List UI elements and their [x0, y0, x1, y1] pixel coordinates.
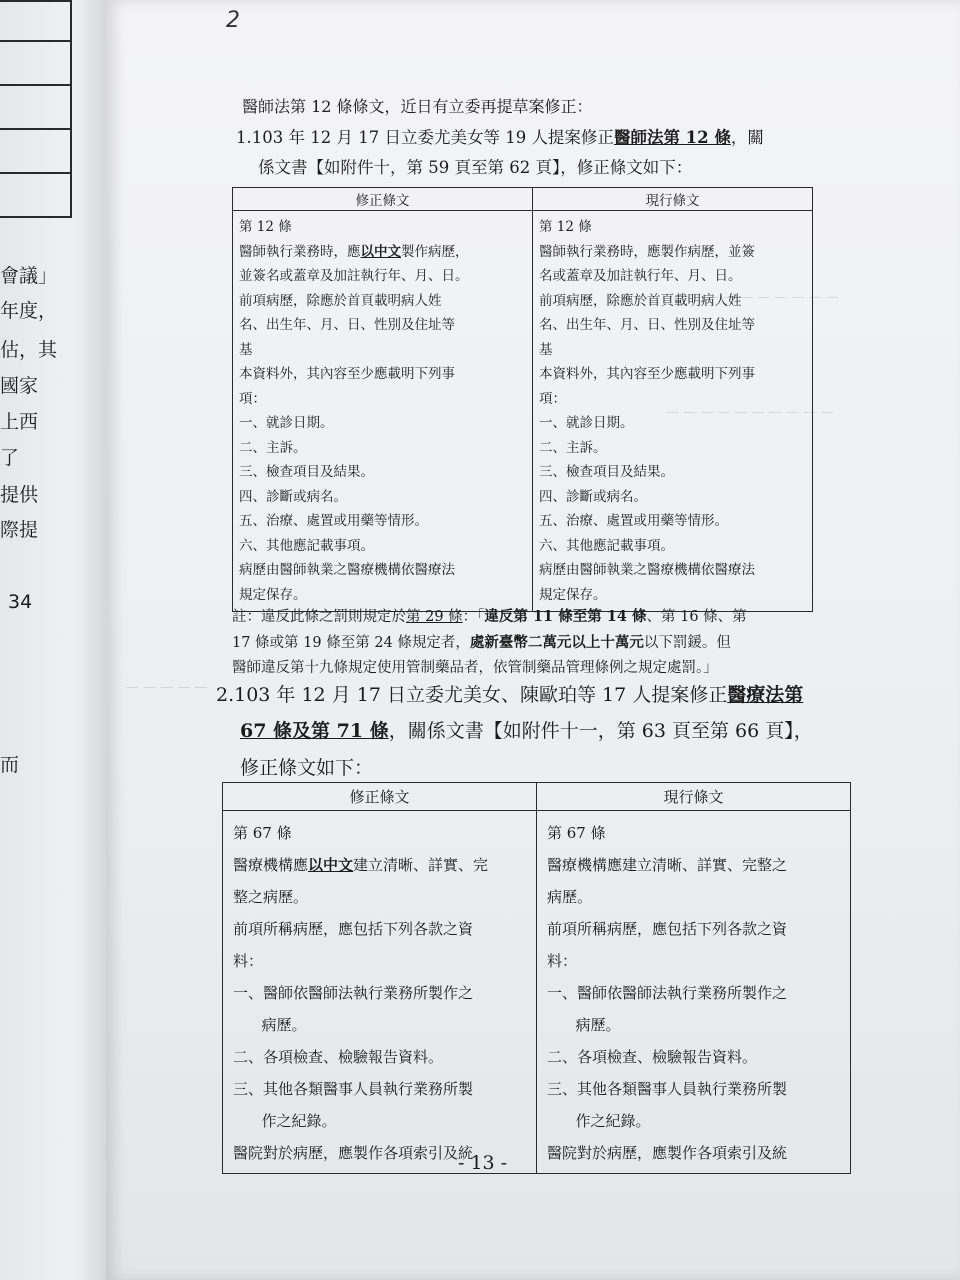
table-row: 病歷由醫師執業之醫療機構依醫療法: [539, 562, 755, 578]
table-row: 第 12 條: [239, 219, 292, 235]
table-row: 名、出生年、月、日、性別及住址等: [539, 317, 755, 333]
table-row: 二、主訴。: [539, 439, 607, 456]
table-row: 前項病歷，除應於首頁載明病人姓: [539, 292, 742, 309]
item-1-line-1: [236, 124, 764, 148]
table-row: 並簽名或蓋章及加註執行年、月、日。: [239, 268, 469, 284]
table-row: 第 67 條: [547, 824, 606, 842]
left-page-text: 會議」: [0, 265, 58, 287]
table-row: 整之病歷。: [233, 888, 309, 906]
left-page-text: 國家: [0, 375, 39, 397]
note-emphasis: 違反第 11 條至第 14 條: [484, 608, 647, 625]
table-row: 一、就診日期。: [539, 415, 634, 431]
table-row: 基: [539, 341, 553, 358]
emphasis-text: 以中文: [308, 856, 354, 874]
left-page-text: 際提: [0, 519, 39, 541]
amended-text-cell: [233, 211, 533, 612]
table-row: 名或蓋章及加註執行年、月、日。: [539, 268, 742, 284]
table-row: 四、診斷或病名。: [239, 488, 347, 505]
table-row: 醫師執行業務時，應以中文製作病歷，: [239, 243, 469, 260]
note-text: ：「: [462, 609, 485, 625]
table-row: 醫院對於病歷，應製作各項索引及統: [233, 1144, 474, 1162]
document-page: [106, 0, 960, 1280]
table-row: 一、醫師依醫師法執行業務所製作之: [547, 984, 788, 1002]
left-page-text: 了: [0, 447, 20, 469]
table-row: 項：: [539, 390, 566, 407]
item-2-text: 2.103 年 12 月 17 日立委尤美女、陳歐珀等 17 人提案修正: [216, 684, 728, 706]
table-row: 醫療機構應以中文建立清晰、詳實、完: [233, 856, 489, 874]
table-row: 作之紀錄。: [261, 1112, 337, 1130]
table-row: 六、其他應記載事項。: [539, 537, 674, 554]
comparison-table-article-12: [232, 187, 813, 612]
header-amended: 修正條文: [223, 783, 537, 811]
item-2-line-1: [216, 680, 803, 707]
table-row: 第 67 條: [233, 824, 292, 842]
item-2-line-3: 修正條文如下：: [240, 757, 374, 779]
table-row: 本資料外，其內容至少應載明下列事: [539, 366, 755, 382]
item-1-text: ，關: [730, 128, 764, 147]
table-row: 一、醫師依醫師法執行業務所製作之: [233, 984, 474, 1002]
show-through-text: — — — — — — — —: [706, 290, 839, 305]
item-1-line-2: 係文書【如附件十，第 59 頁至第 62 頁】，修正條文如下：: [258, 158, 693, 177]
table-row: 二、主訴。: [239, 439, 307, 456]
item-2-law-reference: 67 條及第 71 條: [240, 720, 389, 742]
table-row: 醫療機構應建立清晰、詳實、完整之: [547, 856, 788, 874]
header-current: 現行條文: [537, 783, 851, 811]
amended-text-cell: [223, 811, 537, 1174]
current-text-cell: [533, 211, 813, 612]
table-row: 規定保存。: [539, 586, 607, 603]
left-page-text: 而: [0, 754, 20, 776]
table-row: 規定保存。: [239, 586, 307, 603]
note-text: 17 條或第 19 條至第 24 條規定者，: [232, 635, 470, 651]
intro-text: 醫師法第 12 條條文，近日有立委再提草案修正：: [242, 97, 593, 116]
table-row: 五、治療、處置或用藥等情形。: [239, 513, 428, 529]
note-text: 、第 16 條、第: [646, 609, 747, 625]
left-page-text: 提供: [0, 484, 39, 506]
table-row: 前項所稱病歷，應包括下列各款之資: [547, 920, 788, 938]
item-1-text: 1.103 年 12 月 17 日立委尤美女等 19 人提案修正: [236, 128, 614, 147]
item-2-law-reference: 醫療法第: [727, 684, 804, 706]
table-row: 基: [239, 341, 253, 358]
table-row: 六、其他應記載事項。: [239, 537, 374, 554]
left-page-text: 估，其: [0, 339, 58, 361]
handwritten-page-mark: 2: [226, 8, 240, 33]
table-row: 五、治療、處置或用藥等情形。: [539, 513, 728, 529]
table-row: 名、出生年、月、日、性別及住址等: [239, 317, 455, 333]
note-emphasis: 處新臺幣二萬元以上十萬元: [469, 634, 644, 651]
grid-cell: [0, 86, 72, 130]
table-row: 三、其他各類醫事人員執行業務所製: [547, 1080, 788, 1098]
emphasis-text: 以中文: [360, 243, 401, 260]
item-2-text: ，關係文書【如附件十一，第 63 頁至第 66 頁】，: [388, 720, 813, 742]
table-row: 醫師執行業務時，應製作病歷，並簽: [539, 243, 755, 260]
table-row: 病歷由醫師執業之醫療機構依醫療法: [239, 562, 455, 578]
note-line-1: [232, 604, 747, 630]
table-row: 作之紀錄。: [575, 1112, 651, 1130]
table-row: 料：: [233, 952, 264, 970]
grid-cell: [0, 130, 72, 174]
table-row: 前項所稱病歷，應包括下列各款之資: [233, 920, 474, 938]
note-text: 以下罰鍰。但: [643, 635, 731, 651]
comparison-table-article-67: [222, 782, 851, 1174]
table-row: 病歷。: [575, 1016, 621, 1034]
left-page-edge: [0, 0, 106, 1280]
table-row: 料：: [547, 952, 578, 970]
table-row: 三、其他各類醫事人員執行業務所製: [233, 1080, 474, 1098]
note-line-3: 醫師違反第十九條規定使用管制藥品者，依管制藥品管理條例之規定處罰。」: [232, 660, 718, 676]
table-row: 醫院對於病歷，應製作各項索引及統: [547, 1144, 788, 1162]
table-row: 一、就診日期。: [239, 415, 334, 431]
table-row: 本資料外，其內容至少應載明下列事: [239, 366, 455, 382]
page-number: - 13 -: [458, 1152, 508, 1174]
item-2-line-2: [240, 716, 813, 743]
grid-cell: [0, 0, 72, 42]
show-through-text: — — — — —: [126, 680, 208, 695]
note-line-2: [232, 630, 747, 656]
table-row: 二、各項檢查、檢驗報告資料。: [233, 1048, 444, 1066]
note-text: 註：違反此條之罰則規定於: [232, 609, 406, 625]
note-article-reference: 第 29 條: [406, 609, 463, 625]
show-through-text: — — — — — — — — — —: [666, 405, 834, 420]
table-row: 三、檢查項目及結果。: [539, 464, 674, 480]
table-row: 第 12 條: [539, 219, 592, 235]
table-row: 前項病歷，除應於首頁載明病人姓: [239, 292, 442, 309]
grid-cell: [0, 174, 72, 218]
grid-cell: [0, 42, 72, 86]
table-row: 病歷。: [547, 888, 593, 906]
table-row: 四、診斷或病名。: [539, 488, 647, 505]
table-row: 項：: [239, 390, 266, 407]
table-row: 病歷。: [261, 1016, 307, 1034]
penalty-note: [232, 604, 747, 681]
table-row: 三、檢查項目及結果。: [239, 464, 374, 480]
item-1-law-reference: 醫師法第 12 條: [613, 128, 731, 147]
left-page-text: 年度，: [0, 300, 58, 322]
header-amended: 修正條文: [233, 188, 533, 211]
left-page-text: 上西: [0, 411, 39, 433]
header-current: 現行條文: [533, 188, 813, 211]
left-page-form-grid: [0, 0, 72, 218]
current-text-cell: [537, 811, 851, 1174]
left-page-number: 34: [8, 591, 33, 613]
table-row: 二、各項檢查、檢驗報告資料。: [547, 1048, 758, 1066]
